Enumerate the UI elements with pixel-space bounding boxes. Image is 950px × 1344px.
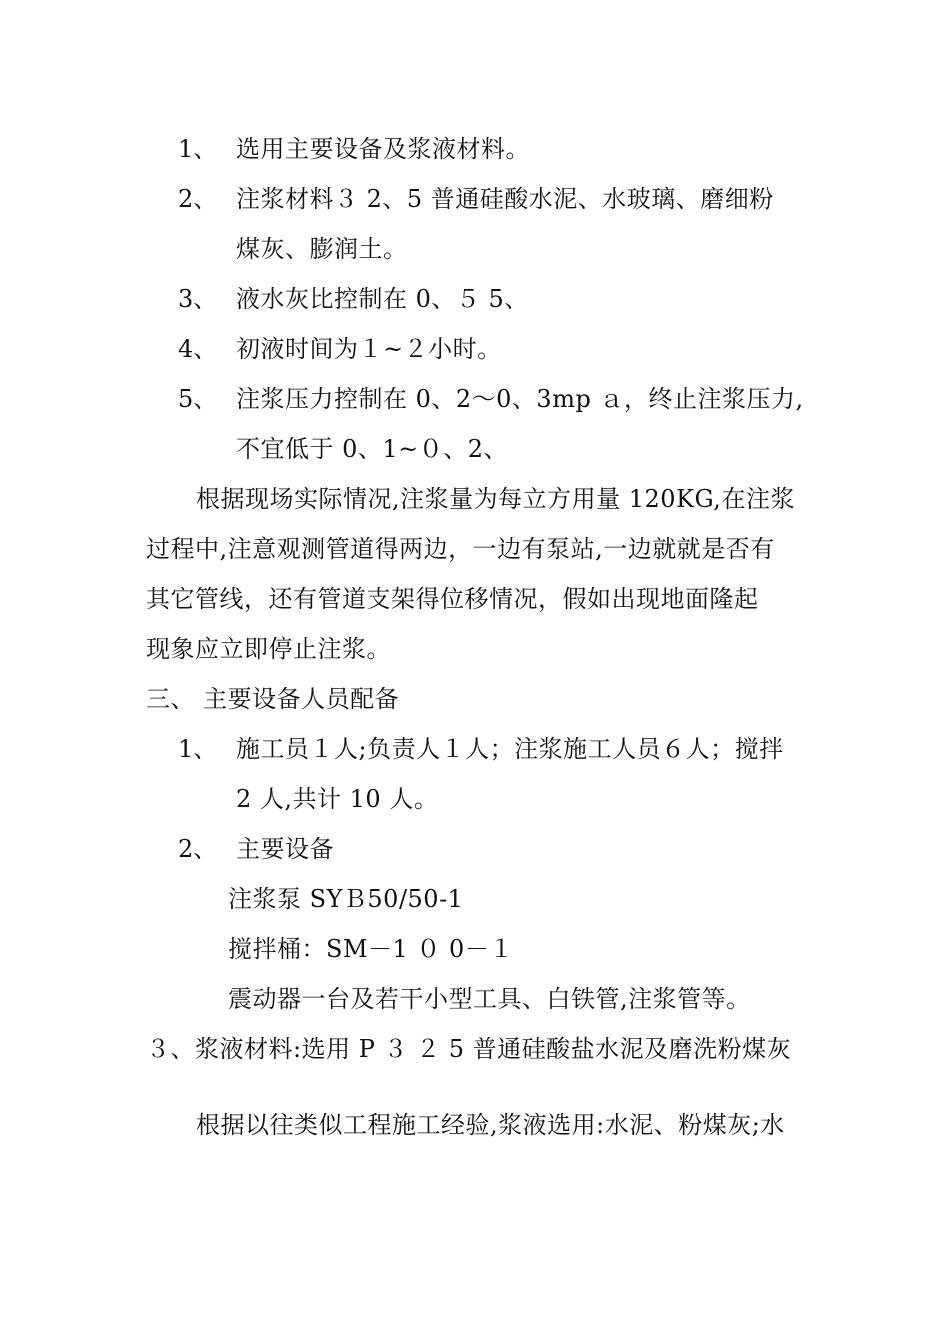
list-item-text: 初液时间为１~２小时。 [236,335,502,363]
list-number: 5、 [178,385,218,413]
paragraph-line: 根据现场实际情况,注浆量为每立方用量 120KG,在注浆 [196,485,795,513]
list-item-text: 主要设备 [236,835,334,863]
list-item-text: 不宜低于 0、1~０、2、 [236,435,509,463]
equipment-item: 搅拌桶：SM－1 ０ 0－１ [228,935,514,963]
list-number: 1、 [178,735,218,763]
list-item-text: ３、浆液材料:选用 P ３ ２ 5 普通硅酸盐水泥及磨洗粉煤灰 [146,1035,792,1063]
list-item-text: 注浆材料３ 2、5 普通硅酸水泥、水玻璃、磨细粉 [236,185,774,213]
paragraph-line: 根据以往类似工程施工经验,浆液选用:水泥、粉煤灰;水 [196,1111,785,1139]
list-item-text: 注浆压力控制在 0、2～0、3mp ａ，终止注浆压力, [236,385,804,413]
paragraph-line: 过程中,注意观测管道得两边，一边有泵站,一边就就是否有 [146,535,775,563]
list-number: 2、 [178,835,218,863]
equipment-item: 注浆泵 SYＢ50/50-1 [228,885,464,913]
paragraph-line: 现象应立即停止注浆。 [146,635,391,663]
paragraph-line: 其它管线，还有管道支架得位移情况，假如出现地面隆起 [146,585,759,613]
list-item-text: 施工员１人;负责人１人；注浆施工人员６人；搅拌 [236,735,784,763]
list-number: 3、 [178,285,218,313]
list-number: 1、 [178,135,218,163]
list-item-text: 液水灰比控制在 0、５ 5、 [236,285,529,313]
list-item-text: 煤灰、膨润土。 [236,235,408,263]
equipment-item: 震动器一台及若干小型工具、白铁管,注浆管等。 [228,985,751,1013]
list-item-text: 2 人,共计 10 人。 [236,785,439,813]
list-item-text: 选用主要设备及浆液材料。 [236,135,530,163]
section-heading: 三、 主要设备人员配备 [146,685,400,713]
list-number: 4、 [178,335,218,363]
list-number: 2、 [178,185,218,213]
